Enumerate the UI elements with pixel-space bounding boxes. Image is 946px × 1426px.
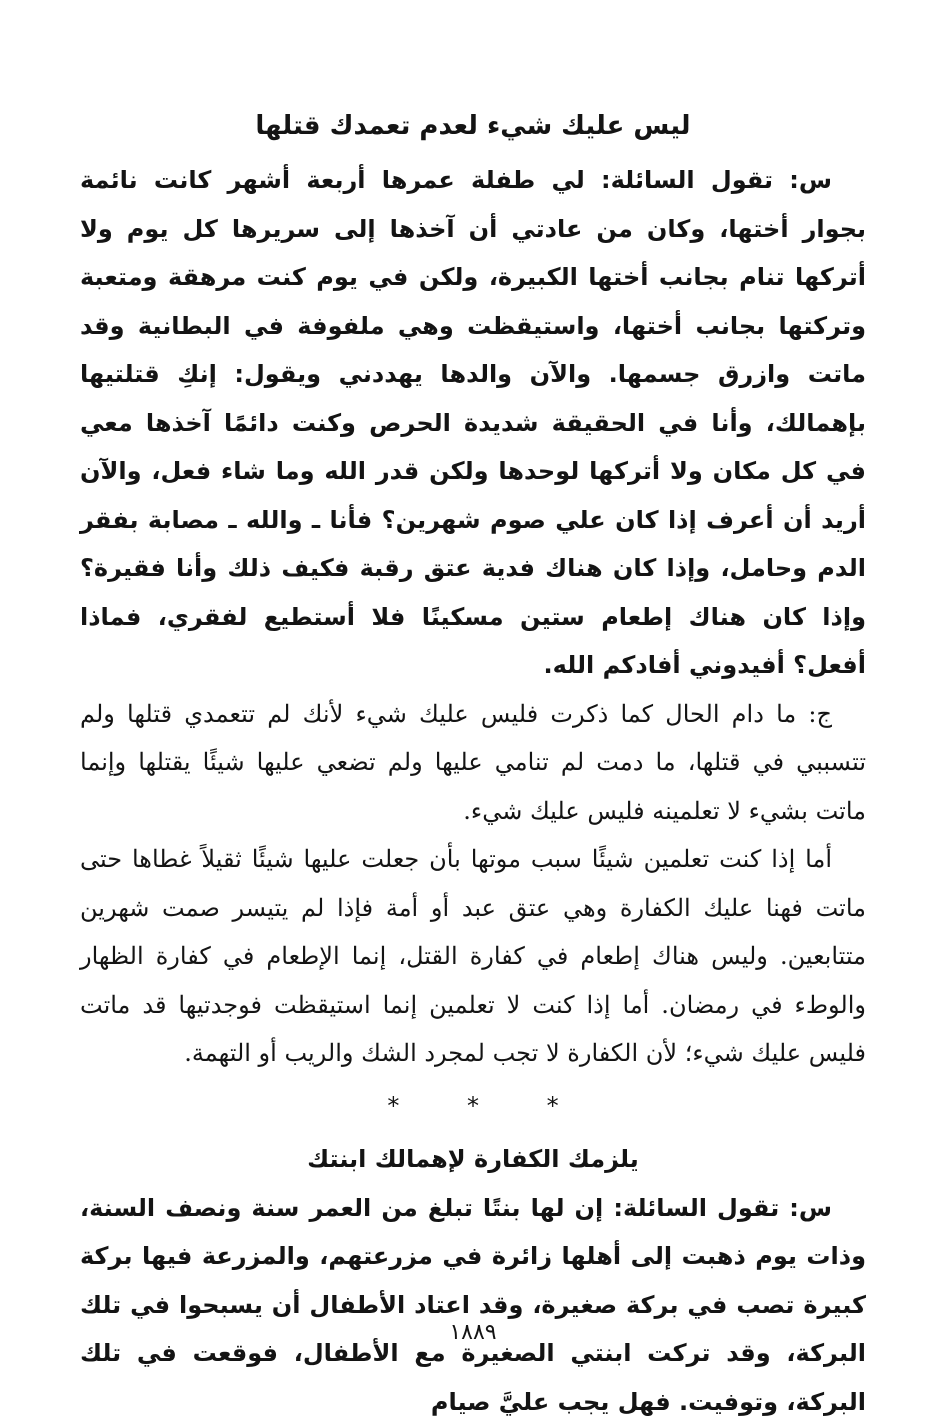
section-2-title: يلزمك الكفارة لإهمالك ابنتك (80, 1134, 866, 1184)
separator-star: * (467, 1078, 479, 1134)
page-number: ١٨٨٩ (0, 1320, 946, 1345)
section-1-question: س: تقول السائلة: لي طفلة عمرها أربعة أشهر كانت نائمة بجوار أختها، وكان من عادتي أن آخذها إلى سريرها كل يوم ولا أتركها تنام بجانب أختها الكبيرة، ولكن في يوم كنت مرهقة ومتعبة وتركتها بجانب أختها، واستيقظت وهي ملفوفة في البطانية وقد ماتت وازرق جسمها. والآن والدها يهددني ويقول: إنكِ قتلتيها بإهمالك، وأنا في الحقيقة شديدة الحرص وكنت دائمًا آخذها معي في كل مكان ولا أتركها لوحدها ولكن قدر الله وما شاء فعل، والآن أريد أن أعرف إذا كان علي صوم شهرين؟ فأنا ـ والله ـ مصابة بفقر الدم وحامل، وإذا كان هناك فدية عتق رقبة فكيف ذلك وأنا فقيرة؟ وإذا كان هناك إطعام ستين مسكينًا فلا أستطيع لفقري، فماذا أفعل؟ أفيدوني أفادكم الله. (80, 156, 866, 690)
page-body (80, 96, 866, 1366)
section-1-title: ليس عليك شيء لعدم تعمدك قتلها (80, 96, 866, 156)
separator-star: * (547, 1078, 559, 1134)
separator-star: * (387, 1078, 399, 1134)
section-1-answer-paragraph-1: ج: ما دام الحال كما ذكرت فليس عليك شيء لأنك لم تتعمدي قتلها ولم تتسببي في قتلها، ما دمت لم تنامي عليها ولم تضعي عليها شيئًا يقتلها وإنما ماتت بشيء لا تعلمينه فليس عليك شيء. (80, 690, 866, 836)
section-separator (80, 1078, 866, 1134)
section-2-question: س: تقول السائلة: إن لها بنتًا تبلغ من العمر سنة ونصف السنة، وذات يوم ذهبت إلى أهلها زائرة في مزرعتهم، والمزرعة فيها بركة كبيرة تصب في بركة صغيرة، وقد اعتاد الأطفال أن يسبحوا في تلك البركة، وقد تركت ابنتي الصغيرة مع الأطفال، فوقعت في تلك البركة، وتوفيت. فهل يجب عليَّ صيام (80, 1184, 866, 1426)
section-1-answer-paragraph-2: أما إذا كنت تعلمين شيئًا سبب موتها بأن جعلت عليها شيئًا ثقيلاً غطاها حتى ماتت فهنا عليك الكفارة وهي عتق عبد أو أمة فإذا لم يتيسر صمت شهرين متتابعين. وليس هناك إطعام في كفارة القتل، إنما الإطعام في كفارة الظهار والوطء في رمضان. أما إذا كنت لا تعلمين إنما استيقظت فوجدتيها قد ماتت فليس عليك شيء؛ لأن الكفارة لا تجب لمجرد الشك والريب أو التهمة. (80, 835, 866, 1078)
